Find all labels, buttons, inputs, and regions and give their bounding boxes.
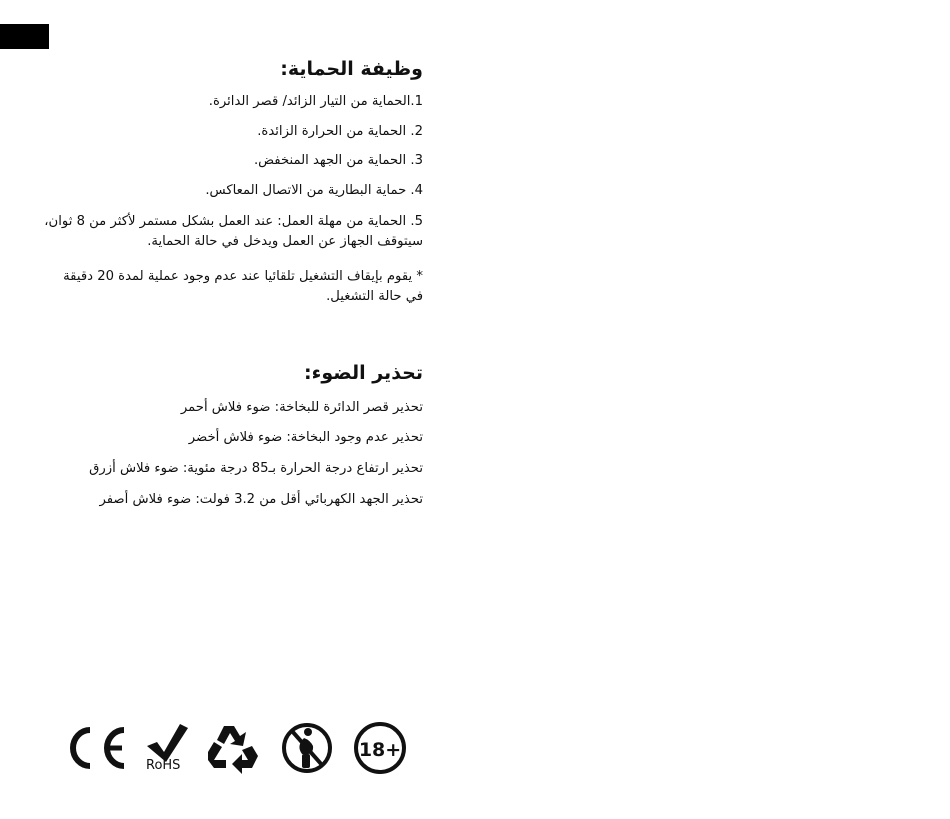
age-label: 18+ xyxy=(358,739,402,761)
protection-item-1: 1.الحماية من التيار الزائد/ قصر الدائرة. xyxy=(208,94,423,109)
light-warning-title: تحذير الضوء: xyxy=(304,362,423,384)
protection-title: وظيفة الحماية: xyxy=(280,58,423,80)
protection-item-4: 4. حماية البطارية من الاتصال المعاكس. xyxy=(205,183,423,198)
protection-item-3: 3. الحماية من الجهد المنخفض. xyxy=(253,153,423,168)
black-tab-marker xyxy=(0,24,49,49)
ce-mark-icon xyxy=(60,716,126,780)
light-warning-section xyxy=(43,361,423,385)
protection-item-5: 5. الحماية من مهلة العمل: عند العمل بشكل مستمر لأكثر من 8 ثوان، سيتوقف الجهاز عن العمل ويدخل في حالة الحماية. xyxy=(44,214,423,249)
rohs-check-icon xyxy=(144,716,194,780)
light-warning-item-3: تحذير ارتفاع درجة الحرارة بـ85 درجة مئوية: ضوء فلاش أزرق xyxy=(89,461,423,476)
recycle-icon xyxy=(202,716,262,780)
rohs-label: RoHS xyxy=(146,758,181,773)
protection-section xyxy=(43,57,423,81)
light-warning-item-4: تحذير الجهد الكهربائي أقل من 3.2 فولت: ضوء فلاش أصفر xyxy=(99,492,423,507)
no-pregnant-icon xyxy=(280,716,336,780)
auto-off-note: * يقوم بإيقاف التشغيل تلقائيا عند عدم وجود عملية لمدة 20 دقيقة في حالة التشغيل. xyxy=(63,269,423,304)
protection-item-2: 2. الحماية من الحرارة الزائدة. xyxy=(257,124,423,139)
light-warning-item-1: تحذير قصر الدائرة للبخاخة: ضوء فلاش أحمر xyxy=(180,400,423,415)
age-18-plus-icon xyxy=(352,716,408,780)
light-warning-item-2: تحذير عدم وجود البخاخة: ضوء فلاش أخضر xyxy=(188,430,423,445)
